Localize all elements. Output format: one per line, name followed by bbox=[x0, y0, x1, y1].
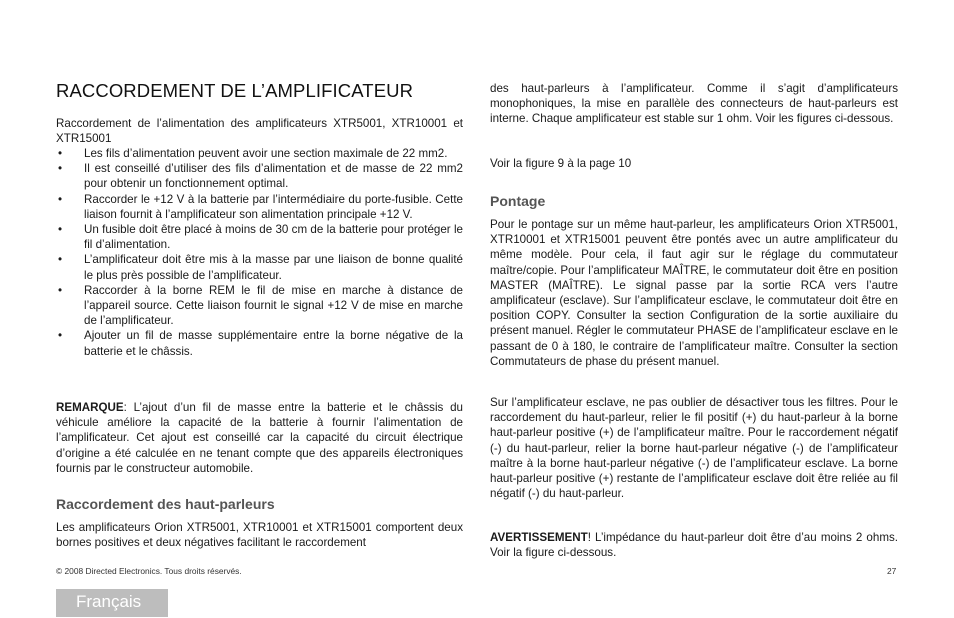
list-item: • Ajouter un fil de masse supplémentaire entre la borne négative de la batterie et le châssis. bbox=[56, 328, 463, 358]
power-intro: Raccordement de l’alimentation des amplificateurs XTR5001, XTR10001 et XTR15001 bbox=[56, 117, 463, 146]
figure-reference: Voir la figure 9 à la page 10 bbox=[490, 157, 632, 170]
section-title: RACCORDEMENT DE L’AMPLIFICATEUR bbox=[56, 80, 414, 101]
warning-paragraph bbox=[490, 530, 898, 560]
power-bullet-list bbox=[56, 146, 463, 359]
bridge-paragraph-2: Sur l’amplificateur esclave, ne pas oublier de désactiver tous les filtres. Pour le raccordement du haut-parleur, relier le fil positif (+) du haut-parleur à la borne haut-parleur positive (+) de l’amplificateur maître. Pour le raccordement négatif (-) du haut-parleur, relier la borne haut-parleur négative (-) de l’amplificateur maître à la borne haut-parleur négative (-) de l’amplificateur esclave. La borne haut-parleur positive (+) restante de l’amplificateur esclave doit être reliée au fil négatif (-) du haut-parleur. bbox=[490, 396, 898, 501]
copyright-notice: © 2008 Directed Electronics. Tous droits réservés. bbox=[56, 566, 242, 576]
warning-label: AVERTISSEMENT bbox=[490, 531, 588, 544]
list-item: • Raccorder le +12 V à la batterie par l’intermédiaire du porte-fusible. Cette liaison fournit à l’amplificateur son alimentation principale +12 V. bbox=[56, 192, 463, 222]
list-item: • Il est conseillé d’utiliser des fils d’alimentation et de masse de 22 mm2 pour obtenir un fonctionnement optimal. bbox=[56, 161, 463, 191]
list-item: • Raccorder à la borne REM le fil de mise en marche à distance de l’appareil source. Cette liaison fournit le signal +12 V de mise en marche de l’amplificateur. bbox=[56, 283, 463, 329]
remark-text: : L’ajout d’un fil de masse entre la batterie et le châssis du véhicule améliore la capacité de la batterie à fournir l’alimentation de l’amplificateur. Cet ajout est conseillé car la capacité du circuit électrique d’origine a été calculée en ne tenant compte que des appareils électroniques fournis par le constructeur automobile. bbox=[56, 401, 463, 475]
speakers-paragraph-continued: des haut-parleurs à l’amplificateur. Comme il s’agit d’amplificateurs monophoniques, la mise en parallèle des connecteurs de haut-parleurs est interne. Chaque amplificateur est stable sur 1 ohm. Voir les figures ci-dessous. bbox=[490, 82, 898, 126]
bridge-paragraph-1: Pour le pontage sur un même haut-parleur, les amplificateurs Orion XTR5001, XTR10001 et XTR15001 peuvent être pontés avec un autre amplificateur du même modèle. Pour cela, il faut agir sur le réglage du commutateur maître/copie. Pour l’amplificateur MAÎTRE, le commutateur doit être en position MASTER (MAÎTRE). Le signal passe par la sortie RCA vers l’autre amplificateur (esclave). Sur l’amplificateur esclave, le commutateur doit être en position COPY. Consulter la section Configuration de la sortie auxiliaire du présent manuel. Régler le commutateur PHASE de l’amplificateur esclave en le passant de 0 à 180, le contraire de l’amplificateur maître. Consulter la section Commutateurs de phase du présent manuel. bbox=[490, 218, 898, 368]
remark-paragraph bbox=[56, 400, 463, 476]
speakers-heading: Raccordement des haut-parleurs bbox=[56, 496, 275, 512]
speakers-paragraph: Les amplificateurs Orion XTR5001, XTR10001 et XTR15001 comportent deux bornes positives et deux négatives facilitant le raccordement bbox=[56, 521, 463, 550]
warning-text: ! L’impédance du haut-parleur doit être d’au moins 2 ohms. Voir la figure ci-dessous. bbox=[490, 531, 898, 560]
list-item: • Les fils d’alimentation peuvent avoir une section maximale de 22 mm2. bbox=[56, 146, 463, 161]
remark-label: REMARQUE bbox=[56, 401, 124, 414]
list-item: • L’amplificateur doit être mis à la masse par une liaison de bonne qualité le plus près possible de l’amplificateur. bbox=[56, 252, 463, 282]
bridge-heading: Pontage bbox=[490, 193, 546, 209]
page-number: 27 bbox=[887, 566, 897, 576]
language-tab: Français bbox=[56, 589, 168, 617]
list-item: • Un fusible doit être placé à moins de 30 cm de la batterie pour protéger le fil d’alimentation. bbox=[56, 222, 463, 252]
